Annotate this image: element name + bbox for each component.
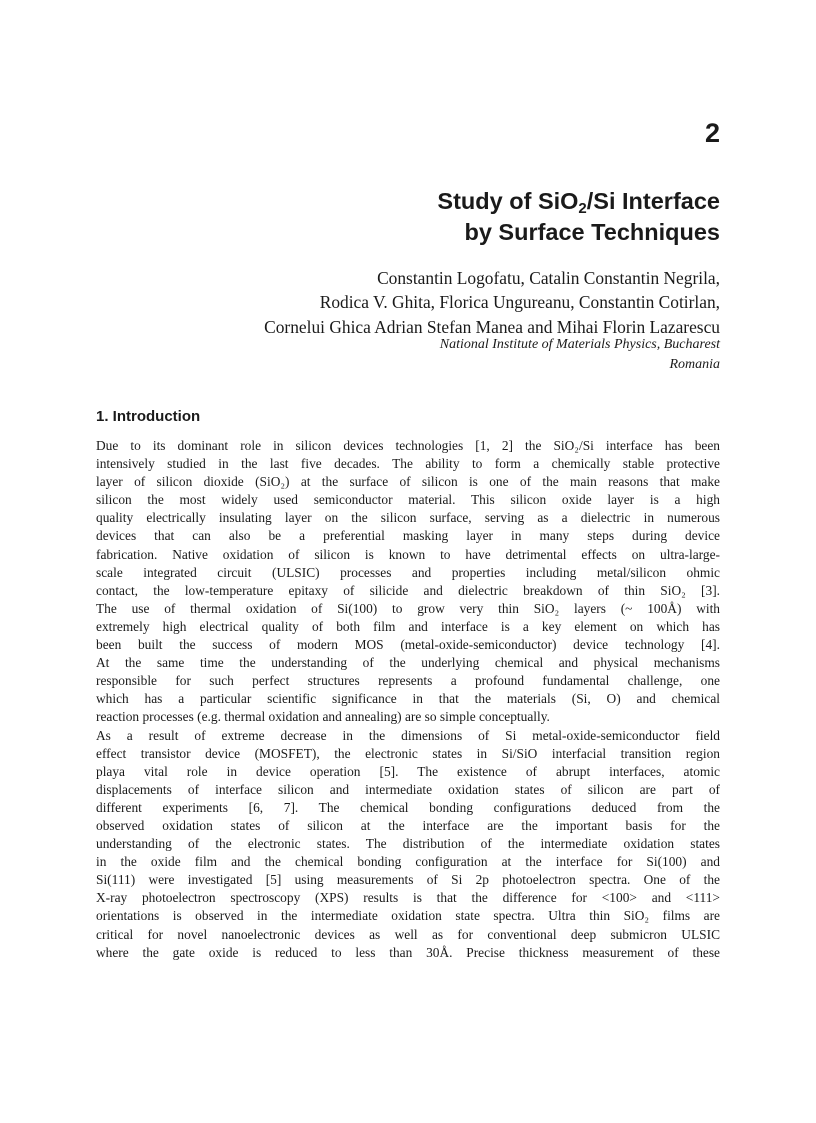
body-line: fabrication. Native oxidation of silicon is known to have detrimental effects on ultra-large- <box>96 546 720 562</box>
body-line: critical for novel nanoelectronic devices as well as for conventional deep submicron ULSIC <box>96 926 720 942</box>
author-list <box>264 266 720 339</box>
title-line-1-pre: Study of SiO <box>437 188 579 214</box>
author-line: Rodica V. Ghita, Florica Ungureanu, Constantin Cotirlan, <box>319 292 720 313</box>
body-line: The use of thermal oxidation of Si(100) to grow very thin SiO₂ layers (~ 100Å) with <box>96 600 720 616</box>
section-heading: 1. Introduction <box>96 408 201 425</box>
body-line: quality electrically insulating layer on the silicon surface, serving as a dielectric in numerous <box>96 510 720 526</box>
body-line: displacements of interface silicon and intermediate oxidation states of silicon are part of <box>96 781 720 797</box>
body-text <box>96 437 720 962</box>
author-line: Cornelui Ghica Adrian Stefan Manea and Mihai Florin Lazarescu <box>264 316 720 337</box>
body-line: Due to its dominant role in silicon devices technologies [1, 2] the SiO₂/Si interface has been <box>96 438 720 453</box>
body-line: observed oxidation states of silicon at the interface are the important basis for the <box>96 817 720 833</box>
body-line: which has a particular scientific significance in that the materials (Si, O) and chemical <box>96 691 720 707</box>
body-line: different experiments [6, 7]. The chemical bonding configurations deduced from the <box>96 799 720 815</box>
body-line: At the same time the understanding of the underlying chemical and physical mechanisms <box>96 655 720 671</box>
body-line: in the oxide film and the chemical bonding configuration at the interface for Si(100) and <box>96 854 720 870</box>
affiliation <box>440 335 720 375</box>
title-subscript: 2 <box>578 200 587 217</box>
title-line-2: by Surface Techniques <box>464 219 720 245</box>
body-line: where the gate oxide is reduced to less than 30Å. Precise thickness measurement of these <box>96 944 720 960</box>
body-line: scale integrated circuit (ULSIC) processes and properties including metal/silicon ohmic <box>96 564 720 580</box>
affiliation-institute: National Institute of Materials Physics, Bucharest <box>439 337 720 352</box>
body-line: Si(111) were investigated [5] using measurements of Si 2p photoelectron spectra. One of the <box>96 872 720 888</box>
body-line: devices that can also be a preferential masking layer in many steps during device <box>96 528 720 544</box>
body-line: intensively studied in the last five decades. The ability to form a chemically stable protective <box>96 456 720 472</box>
body-line: silicon the most widely used semiconductor material. This silicon oxide layer is a high <box>96 492 720 508</box>
body-line: playa vital role in device operation [5]. The existence of abrupt interfaces, atomic <box>96 763 720 779</box>
chapter-number: 2 <box>704 118 720 148</box>
body-line: orientations is observed in the intermediate oxidation state spectra. Ultra thin SiO₂ films are <box>96 908 720 924</box>
body-line: layer of silicon dioxide (SiO₂) at the surface of silicon is one of the main reasons that make <box>96 474 720 490</box>
body-line: contact, the low-temperature epitaxy of silicide and dielectric breakdown of thin SiO₂ [3]. <box>96 582 720 598</box>
body-line: been built the success of modern MOS (metal-oxide-semiconductor) device technology [4]. <box>96 637 720 653</box>
title-line-1 <box>437 186 720 217</box>
body-line: reaction processes (e.g. thermal oxidation and annealing) are so simple conceptually. <box>96 709 550 725</box>
chapter-title <box>437 186 720 248</box>
body-line: understanding of the electronic states. The distribution of the intermediate oxidation states <box>96 836 720 852</box>
body-line: X-ray photoelectron spectroscopy (XPS) results is that the difference for <100> and <111> <box>96 890 720 906</box>
body-line: As a result of extreme decrease in the dimensions of Si metal-oxide-semiconductor field <box>96 727 720 743</box>
body-line: extremely high electrical quality of both film and interface is a key element on which has <box>96 618 720 634</box>
title-line-1-post: /Si Interface <box>586 188 720 214</box>
body-line: responsible for such perfect structures represents a profound fundamental challenge, one <box>96 673 720 689</box>
author-line: Constantin Logofatu, Catalin Constantin Negrila, <box>377 268 720 288</box>
affiliation-country: Romania <box>669 357 720 372</box>
body-line: effect transistor device (MOSFET), the electronic states in Si/SiO interfacial transition region <box>96 745 720 761</box>
